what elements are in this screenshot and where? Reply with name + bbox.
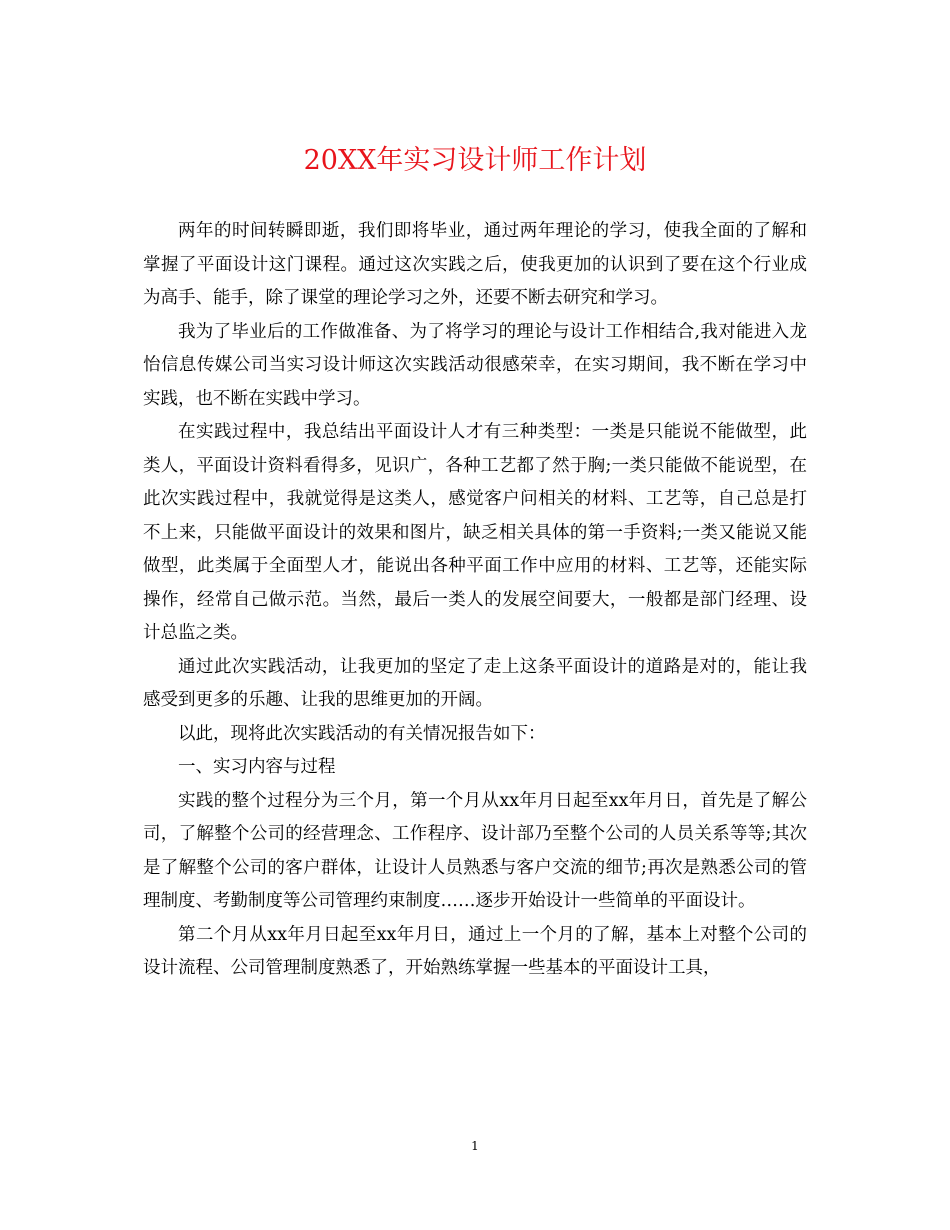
page-number: 1 xyxy=(471,1139,479,1153)
section-heading: 一、实习内容与过程 xyxy=(178,757,336,777)
paragraph: 以此，现将此次实践活动的有关情况报告如下： xyxy=(178,723,546,744)
document-body xyxy=(143,215,807,986)
paragraph: 实践的整个过程分为三个月，第一个月从xx年月日起至xx年月日，首先是了解公司，了解整个公司的经营理念、工作程序、设计部乃至整个公司的人员关系等等;其次是了解整个公司的客户群体，让设计人员熟悉与客户交流的细节;再次是熟悉公司的管理制度、考勤制度等公司管理约束制度……逐步开始设计一些简单的平面设计。 xyxy=(143,790,807,911)
paragraph: 我为了毕业后的工作做准备、为了将学习的理论与设计工作相结合,我对能进入龙怡信息传媒公司当实习设计师这次实践活动很感荣幸，在实习期间，我不断在学习中实践，也不断在实践中学习。 xyxy=(143,321,807,409)
document-title: 20XX年实习设计师工作计划 xyxy=(303,145,647,176)
paragraph: 第二个月从xx年月日起至xx年月日，通过上一个月的了解，基本上对整个公司的设计流程、公司管理制度熟悉了，开始熟练掌握一些基本的平面设计工具， xyxy=(143,924,807,978)
paragraph: 两年的时间转瞬即逝，我们即将毕业，通过两年理论的学习，使我全面的了解和掌握了平面设计这门课程。通过这次实践之后，使我更加的认识到了要在这个行业成为高手、能手，除了课堂的理论学习之外，还要不断去研究和学习。 xyxy=(143,221,807,308)
paragraph: 通过此次实践活动，让我更加的坚定了走上这条平面设计的道路是对的，能让我感受到更多的乐趣、让我的思维更加的开阔。 xyxy=(143,656,807,710)
paragraph: 在实践过程中，我总结出平面设计人才有三种类型：一类是只能说不能做型，此类人，平面设计资料看得多，见识广，各种工艺都了然于胸;一类只能做不能说型，在此次实践过程中，我就觉得是这类人，感觉客户问相关的材料、工艺等，自己总是打不上来，只能做平面设计的效果和图片，缺乏相关具体的第一手资料;一类又能说又能做型，此类属于全面型人才，能说出各种平面工作中应用的材料、工艺等，还能实际操作，经常自己做示范。当然，最后一类人的发展空间要大，一般都是部门经理、设计总监之类。 xyxy=(143,422,807,643)
